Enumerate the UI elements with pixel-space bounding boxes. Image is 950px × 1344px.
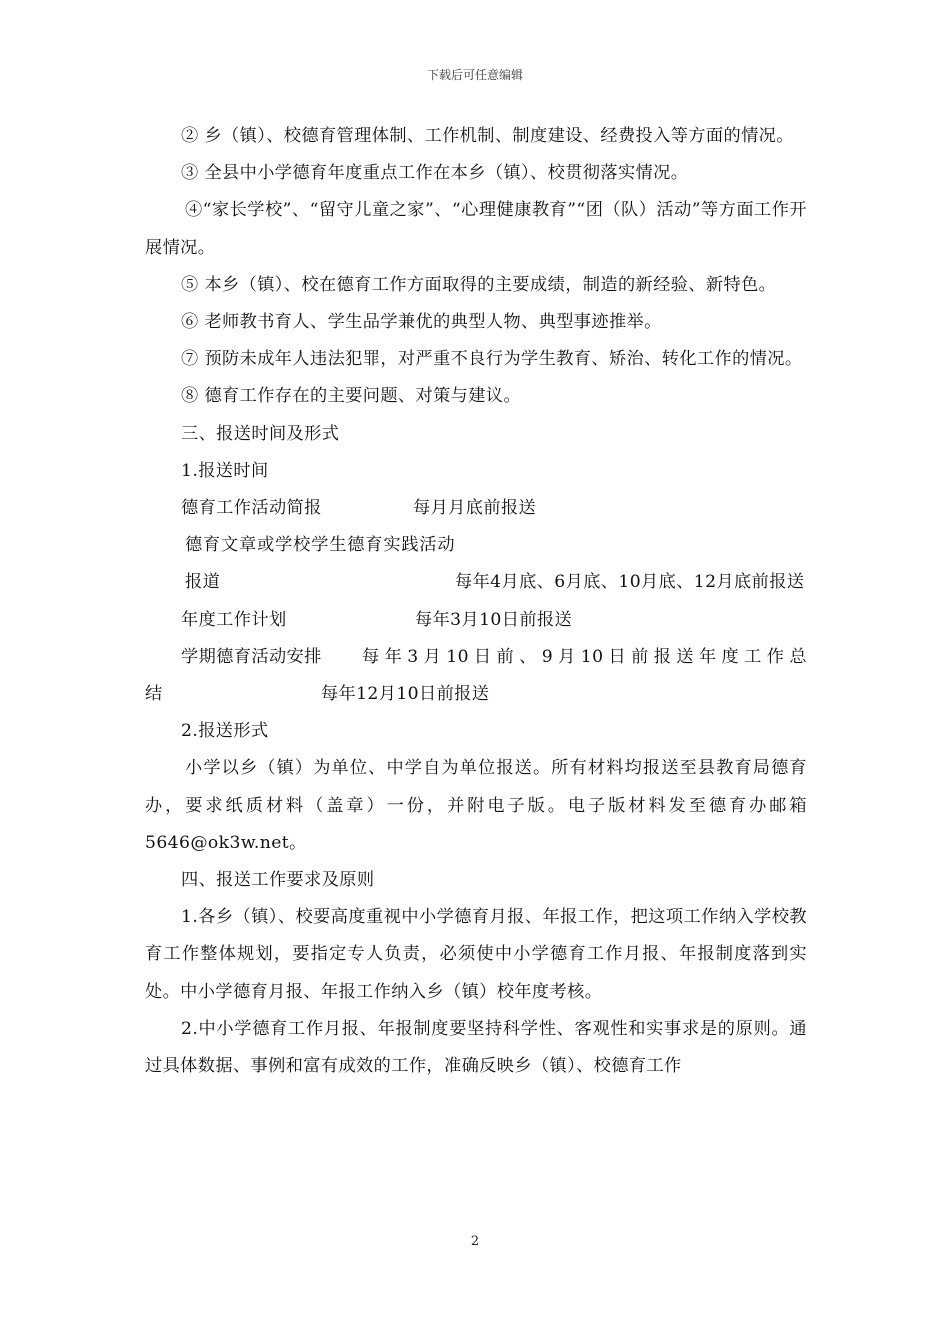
schedule-name: 年度工作总结 <box>145 646 807 705</box>
schedule-when: 每年3月10日前、9月10日前报送 <box>357 646 699 667</box>
section-4-paragraph-1: 1.各乡（镇）、校要高度重视中小学德育月报、年报工作，把这项工作纳入学校教育工作整体规划，要指定专人负责，必须使中小学德育工作月报、年报制度落到实处。中小学德育月报、年报工作纳入乡（镇）校年度考核。 <box>145 907 807 1002</box>
list-item-7: ⑦ 预防未成年人违法犯罪，对严重不良行为学生教育、矫治、转化工作的情况。 <box>181 349 803 370</box>
schedule-row <box>145 639 807 713</box>
section-3-heading: 三、报送时间及形式 <box>181 423 340 444</box>
section-3-sub-1: 1.报送时间 <box>181 460 269 481</box>
section-3-sub-2: 2.报送形式 <box>181 721 269 742</box>
document-body <box>145 118 807 1085</box>
schedule-when: 每年12月10日前报送 <box>320 684 490 705</box>
schedule-when: 每月月底前报送 <box>413 498 537 519</box>
list-item-5: ⑤ 本乡（镇）、校在德育工作方面取得的主要成绩，制造的新经验、新特色。 <box>181 274 777 295</box>
schedule-name: 年度工作计划 <box>181 609 287 630</box>
schedule-row <box>145 527 807 601</box>
page-number: 2 <box>470 1234 480 1249</box>
schedule-name: 德育工作活动简报 <box>181 498 322 519</box>
list-item-6: ⑥ 老师教书育人、学生品学兼优的典型人物、典型事迹推举。 <box>181 312 662 333</box>
schedule-when: 每年4月底、6月底、10月底、12月底前报送 <box>455 572 805 593</box>
submission-form-text: 小学以乡（镇）为单位、中学自为单位报送。所有材料均报送至县教育局德育办，要求纸质材料（盖章）一份，并附电子版。电子版材料发至德育办邮箱5646@ok3w.net。 <box>145 758 807 853</box>
section-4-paragraph-2: 2.中小学德育工作月报、年报制度要坚持科学性、客观性和实事求是的原则。通过具体数据、事例和富有成效的工作，准确反映乡（镇）、校德育工作 <box>145 1018 807 1077</box>
list-item-4: ④“家长学校”、“留守儿童之家”、“心理健康教育”“团（队）活动”等方面工作开展情况。 <box>145 200 807 258</box>
schedule-name: 德育文章或学校学生德育实践活动报道 <box>185 535 455 593</box>
page-header: 下载后可任意编辑 <box>426 68 523 82</box>
list-item-3: ③ 全县中小学德育年度重点工作在本乡（镇）、校贯彻落实情况。 <box>181 163 689 184</box>
schedule-row <box>145 490 807 527</box>
schedule-row <box>145 602 807 639</box>
list-item-8: ⑧ 德育工作存在的主要问题、对策与建议。 <box>181 386 522 407</box>
schedule-name: 学期德育活动安排 <box>181 646 322 667</box>
schedule-when: 每年3月10日前报送 <box>415 609 573 630</box>
list-item-2: ② 乡（镇）、校德育管理体制、工作机制、制度建设、经费投入等方面的情况。 <box>181 126 794 146</box>
section-4-heading: 四、报送工作要求及原则 <box>181 870 375 891</box>
